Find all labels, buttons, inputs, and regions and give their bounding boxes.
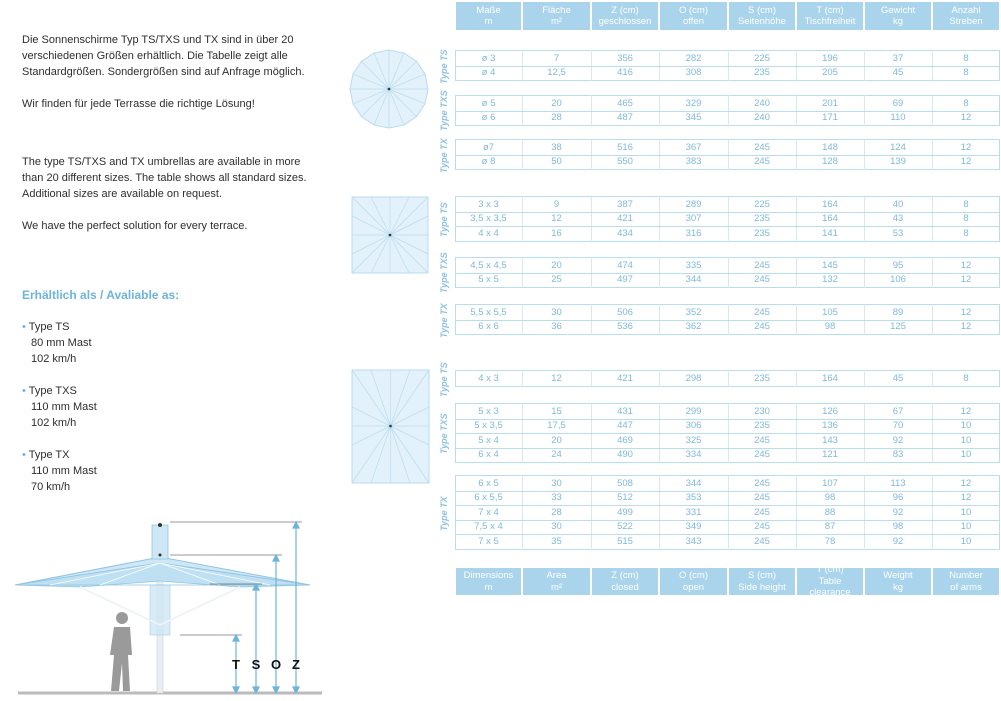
table-cell: 308 xyxy=(685,67,702,79)
header-text: closed xyxy=(611,581,639,593)
header-text: Side height xyxy=(738,581,786,593)
table-cell: 6 x 6 xyxy=(478,321,499,333)
header-text: Z (cm) xyxy=(611,4,639,16)
table-cell: 245 xyxy=(754,492,770,504)
available-item xyxy=(22,319,92,367)
header-text: O (cm) xyxy=(678,570,709,581)
intro-de-line: Wir finden für jede Terrasse die richtige Lösung! xyxy=(22,98,255,110)
table-cell: 8 xyxy=(963,52,969,64)
table-cell: 421 xyxy=(617,213,633,225)
table-cell: 12 xyxy=(960,492,972,504)
bullet-icon: • xyxy=(22,385,26,397)
header-cell-en xyxy=(865,568,931,595)
table-cell: 522 xyxy=(617,521,633,533)
label-t: T xyxy=(232,657,240,672)
table-cell: 37 xyxy=(892,52,904,64)
table-cell: 352 xyxy=(685,306,702,318)
table-cell: 12 xyxy=(551,372,562,384)
table-cell: ø 6 xyxy=(481,112,496,124)
table-cell: 106 xyxy=(890,274,906,286)
table-cell: 121 xyxy=(822,449,838,461)
header-text: m² xyxy=(550,581,563,593)
type-name: Type TS xyxy=(28,321,70,333)
table-cell: 12 xyxy=(960,141,972,153)
table-cell: 469 xyxy=(617,434,633,446)
table-cell: 235 xyxy=(754,372,770,384)
available-item xyxy=(22,383,97,431)
table-cell: 331 xyxy=(685,506,702,518)
table-cell: 8 xyxy=(963,97,969,109)
table-cell: 10 xyxy=(960,521,972,533)
type-label: Type TXS xyxy=(439,90,449,132)
table-cell: 45 xyxy=(892,372,904,384)
header-cell-en xyxy=(523,568,590,595)
header-text: m xyxy=(484,16,493,27)
bullet-icon: • xyxy=(22,449,26,461)
table-cell: 245 xyxy=(754,521,770,533)
table-cell: 325 xyxy=(685,434,702,446)
table-cell: 98 xyxy=(824,321,836,333)
table-cell: 36 xyxy=(551,321,562,333)
table-cell: 235 xyxy=(754,213,770,225)
table-cell: 5 x 5 xyxy=(478,274,499,286)
table-cell: 235 xyxy=(754,420,770,432)
header-text: kg xyxy=(892,581,904,593)
intro-de-line: verschiedenen Größen erhältlich. Die Tabelle zeigt alle xyxy=(22,50,288,62)
table-cell: 12 xyxy=(960,306,972,318)
header-cell-de xyxy=(797,2,863,30)
table-cell: 8 xyxy=(963,213,969,225)
table-cell: 225 xyxy=(754,52,770,64)
table-cell: 5 x 3,5 xyxy=(474,420,503,432)
table-cell: 8 xyxy=(963,67,969,79)
table-cell: 245 xyxy=(754,306,770,318)
header-text: Gewicht xyxy=(880,4,916,16)
table-cell: 70 xyxy=(892,420,904,432)
header-cell-de xyxy=(523,2,590,30)
table-cell: 10 xyxy=(960,535,972,547)
table-cell: 6 x 5,5 xyxy=(474,492,503,504)
table-cell: 447 xyxy=(617,420,633,432)
type-label: Type TX xyxy=(439,496,449,531)
table-cell: 16 xyxy=(551,227,562,239)
table-cell: 30 xyxy=(551,521,562,533)
wind-spec: 70 km/h xyxy=(31,481,71,493)
intro-de-line: Die Sonnenschirme Typ TS/TXS und TX sind in über 20 xyxy=(22,34,294,46)
table-cell: 24 xyxy=(551,449,562,461)
mast-spec: 110 mm Mast xyxy=(31,465,97,477)
table-cell: ø 5 xyxy=(481,97,496,109)
header-cell-en xyxy=(660,568,727,595)
table-cell: 335 xyxy=(685,259,702,271)
label-o: O xyxy=(270,657,282,672)
table-cell: 110 xyxy=(890,112,906,124)
rectangle-canopy-icon xyxy=(351,369,430,484)
table-cell: 487 xyxy=(617,112,633,124)
table-cell: 431 xyxy=(617,405,633,417)
header-text: Table clearance xyxy=(809,575,851,599)
table-cell: 6 x 5 xyxy=(478,477,499,489)
wind-spec: 102 km/h xyxy=(31,417,77,429)
mast-spec: 110 mm Mast xyxy=(31,401,97,413)
header-text: Fläche xyxy=(542,4,571,16)
round-canopy-icon xyxy=(349,49,429,129)
table-cell: 95 xyxy=(892,259,904,271)
table-cell: 98 xyxy=(892,521,904,533)
table-cell: 40 xyxy=(892,198,904,210)
header-text: Maße xyxy=(476,4,501,16)
table-cell: 89 xyxy=(892,306,904,318)
intro-en-line: than 20 different sizes. The table shows all standard sizes. xyxy=(22,172,307,184)
table-cell: 87 xyxy=(824,521,836,533)
header-cell-en xyxy=(729,568,795,595)
table-cell: 506 xyxy=(617,306,633,318)
table-cell: 205 xyxy=(822,67,838,79)
table-cell: 20 xyxy=(551,259,562,271)
table-cell: 78 xyxy=(824,535,836,547)
table-cell: 434 xyxy=(617,227,633,239)
table-cell: 515 xyxy=(617,535,633,547)
header-cell-de xyxy=(933,2,999,30)
table-cell: 367 xyxy=(685,141,702,153)
table-cell: 307 xyxy=(685,213,702,225)
table-cell: 88 xyxy=(824,506,836,518)
header-text: T (cm) xyxy=(816,564,844,576)
table-cell: 343 xyxy=(685,535,702,547)
umbrella-diagram xyxy=(10,515,330,700)
table-cell: 12 xyxy=(960,156,972,168)
table-cell: 4 x 3 xyxy=(478,372,499,384)
header-cell-en xyxy=(797,564,863,599)
table-cell: 92 xyxy=(892,434,904,446)
table-cell: 240 xyxy=(754,112,770,124)
table-cell: 38 xyxy=(551,141,562,153)
table-cell: 107 xyxy=(822,477,838,489)
type-label: Type TS xyxy=(439,49,449,84)
intro-de-line: Standardgrößen. Sondergrößen sind auf Anfrage möglich. xyxy=(22,66,305,78)
table-cell: 96 xyxy=(892,492,904,504)
header-text: open xyxy=(682,581,705,593)
table-cell: 20 xyxy=(551,434,562,446)
header-cell-de xyxy=(456,2,521,30)
header-text: O (cm) xyxy=(678,4,709,16)
type-label: Type TS xyxy=(439,361,449,397)
table-cell: 92 xyxy=(892,506,904,518)
table-cell: 512 xyxy=(617,492,633,504)
table-cell: 329 xyxy=(685,97,702,109)
header-cell-de xyxy=(660,2,727,30)
header-text: of arms xyxy=(950,581,982,593)
table-cell: 356 xyxy=(617,52,633,64)
table-cell: 33 xyxy=(551,492,562,504)
table-cell: 245 xyxy=(754,477,770,489)
table-cell: ø 3 xyxy=(481,52,496,64)
table-cell: 10 xyxy=(960,449,972,461)
header-text: Seitenhöhe xyxy=(737,16,787,27)
table-cell: 299 xyxy=(685,405,702,417)
table-cell: 201 xyxy=(822,97,838,109)
type-name: Type TX xyxy=(28,449,70,461)
table-cell: 10 xyxy=(960,434,972,446)
table-cell: 12 xyxy=(551,213,562,225)
table-cell: 67 xyxy=(892,405,904,417)
header-text: S (cm) xyxy=(748,4,776,16)
table-cell: 245 xyxy=(754,259,770,271)
table-cell: 550 xyxy=(617,156,633,168)
header-text: Dimensions xyxy=(463,570,514,581)
table-cell: ø 4 xyxy=(481,67,496,79)
table-cell: 353 xyxy=(685,492,702,504)
table-cell: 15 xyxy=(551,405,562,417)
table-cell: 30 xyxy=(551,306,562,318)
table-cell: 245 xyxy=(754,321,770,333)
table-cell: 28 xyxy=(551,506,562,518)
intro-en-line: We have the perfect solution for every terrace. xyxy=(22,220,248,232)
header-text: offen xyxy=(683,16,704,27)
table-cell: 387 xyxy=(617,198,633,210)
bullet-icon: • xyxy=(22,321,26,333)
header-text: Z (cm) xyxy=(611,570,639,581)
table-cell: 43 xyxy=(892,213,904,225)
table-cell: 349 xyxy=(685,521,702,533)
table-cell: 17,5 xyxy=(547,420,566,432)
mast-spec: 80 mm Mast xyxy=(31,337,92,349)
table-cell: 499 xyxy=(617,506,633,518)
table-cell: 3,5 x 3,5 xyxy=(470,213,507,225)
table-cell: 316 xyxy=(685,227,702,239)
table-cell: 345 xyxy=(685,112,702,124)
type-label: Type TXS xyxy=(439,252,449,294)
header-cell-en xyxy=(456,568,521,595)
table-cell: 20 xyxy=(551,97,562,109)
table-cell: 45 xyxy=(892,67,904,79)
table-cell: 148 xyxy=(822,141,838,153)
table-cell: 50 xyxy=(551,156,562,168)
type-label: Type TS xyxy=(439,202,449,238)
table-cell: 7 x 4 xyxy=(478,506,499,518)
table-cell: 5 x 4 xyxy=(478,434,499,446)
table-cell: 282 xyxy=(685,52,702,64)
table-cell: 25 xyxy=(551,274,562,286)
intro-en xyxy=(22,154,307,234)
header-text: Weight xyxy=(883,570,913,581)
table-cell: 344 xyxy=(685,274,702,286)
table-cell: 98 xyxy=(824,492,836,504)
table-cell: 10 xyxy=(960,506,972,518)
header-cell-de xyxy=(729,2,795,30)
table-cell: 69 xyxy=(892,97,904,109)
table-cell: 145 xyxy=(822,259,838,271)
table-cell: 245 xyxy=(754,156,770,168)
table-cell: 164 xyxy=(822,198,838,210)
header-text: m² xyxy=(550,16,563,27)
table-cell: 132 xyxy=(822,274,838,286)
table-cell: 245 xyxy=(754,506,770,518)
square-canopy-icon xyxy=(351,196,429,274)
intro-de xyxy=(22,32,305,112)
table-cell: 465 xyxy=(617,97,633,109)
table-cell: 421 xyxy=(617,372,633,384)
table-cell: 245 xyxy=(754,434,770,446)
table-cell: 3 x 3 xyxy=(478,198,499,210)
table-cell: 12 xyxy=(960,259,972,271)
type-label: Type TXS xyxy=(439,413,449,454)
table-cell: ø 8 xyxy=(481,156,496,168)
table-cell: 416 xyxy=(617,67,633,79)
table-cell: 245 xyxy=(754,535,770,547)
table-cell: 9 xyxy=(553,198,560,210)
table-cell: 240 xyxy=(754,97,770,109)
header-text: Streben xyxy=(949,16,983,27)
table-cell: 35 xyxy=(551,535,562,547)
table-cell: 334 xyxy=(685,449,702,461)
table-cell: 4 x 4 xyxy=(478,227,499,239)
table-cell: 83 xyxy=(892,449,904,461)
header-text: kg xyxy=(892,16,904,27)
table-cell: 164 xyxy=(822,372,838,384)
intro-en-line: The type TS/TXS and TX umbrellas are available in more xyxy=(22,156,301,168)
table-cell: 196 xyxy=(822,52,838,64)
header-text: geschlossen xyxy=(598,16,652,27)
table-cell: 12 xyxy=(960,321,972,333)
table-cell: 245 xyxy=(754,141,770,153)
table-cell: 235 xyxy=(754,227,770,239)
table-cell: 171 xyxy=(822,112,838,124)
header-text: T (cm) xyxy=(816,4,844,16)
table-cell: 30 xyxy=(551,477,562,489)
table-cell: 136 xyxy=(822,420,838,432)
table-cell: 344 xyxy=(685,477,702,489)
header-cell-en xyxy=(933,568,999,595)
table-cell: 536 xyxy=(617,321,633,333)
table-cell: 298 xyxy=(685,372,702,384)
table-cell: 126 xyxy=(822,405,838,417)
table-cell: 6 x 4 xyxy=(478,449,499,461)
table-cell: 141 xyxy=(822,227,838,239)
table-cell: 5,5 x 5,5 xyxy=(470,306,507,318)
table-cell: 92 xyxy=(892,535,904,547)
table-cell: 362 xyxy=(685,321,702,333)
available-item xyxy=(22,447,97,495)
table-cell: 113 xyxy=(890,477,906,489)
header-text: Area xyxy=(546,570,567,581)
table-cell: 8 xyxy=(963,198,969,210)
table-cell: 235 xyxy=(754,67,770,79)
type-name: Type TXS xyxy=(28,385,77,397)
header-text: m xyxy=(484,581,493,593)
available-heading: Erhältlich als / Avaliable as: xyxy=(22,288,180,302)
table-cell: 12 xyxy=(960,112,972,124)
label-s: S xyxy=(251,657,261,672)
table-cell: 245 xyxy=(754,274,770,286)
table-cell: 474 xyxy=(617,259,633,271)
table-cell: 508 xyxy=(617,477,633,489)
table-cell: 28 xyxy=(551,112,562,124)
table-cell: 490 xyxy=(617,449,633,461)
label-z: Z xyxy=(292,657,300,672)
header-cell-de xyxy=(592,2,658,30)
table-cell: ø7 xyxy=(482,141,495,153)
table-cell: 289 xyxy=(685,198,702,210)
header-text: S (cm) xyxy=(748,570,776,581)
header-cell-de xyxy=(865,2,931,30)
table-cell: 143 xyxy=(822,434,838,446)
type-label: Type TX xyxy=(439,138,449,173)
table-cell: 164 xyxy=(822,213,838,225)
table-cell: 124 xyxy=(890,141,906,153)
table-cell: 10 xyxy=(960,420,972,432)
table-cell: 8 xyxy=(963,227,969,239)
intro-en-line: Additional sizes are available on request. xyxy=(22,188,222,200)
table-cell: 383 xyxy=(685,156,702,168)
table-cell: 306 xyxy=(685,420,702,432)
header-text: Anzahl xyxy=(951,4,981,16)
table-cell: 12,5 xyxy=(547,67,566,79)
header-text: Tischfreiheit xyxy=(804,16,856,27)
header-text: Number xyxy=(949,570,983,581)
table-cell: 105 xyxy=(822,306,838,318)
table-cell: 12 xyxy=(960,477,972,489)
table-cell: 7,5 x 4 xyxy=(474,521,503,533)
header-cell-en xyxy=(592,568,658,595)
table-cell: 497 xyxy=(617,274,633,286)
table-cell: 225 xyxy=(754,198,770,210)
type-label: Type TX xyxy=(439,303,449,338)
table-cell: 128 xyxy=(822,156,838,168)
table-cell: 4,5 x 4,5 xyxy=(470,259,507,271)
table-cell: 7 x 5 xyxy=(478,535,499,547)
wind-spec: 102 km/h xyxy=(31,353,77,365)
table-cell: 8 xyxy=(963,372,969,384)
table-cell: 12 xyxy=(960,405,972,417)
table-cell: 139 xyxy=(890,156,906,168)
table-cell: 53 xyxy=(892,227,904,239)
table-cell: 516 xyxy=(617,141,633,153)
table-cell: 125 xyxy=(890,321,906,333)
table-cell: 5 x 3 xyxy=(478,405,499,417)
table-cell: 7 xyxy=(553,52,560,64)
table-cell: 12 xyxy=(960,274,972,286)
table-cell: 245 xyxy=(754,449,770,461)
table-cell: 230 xyxy=(754,405,770,417)
